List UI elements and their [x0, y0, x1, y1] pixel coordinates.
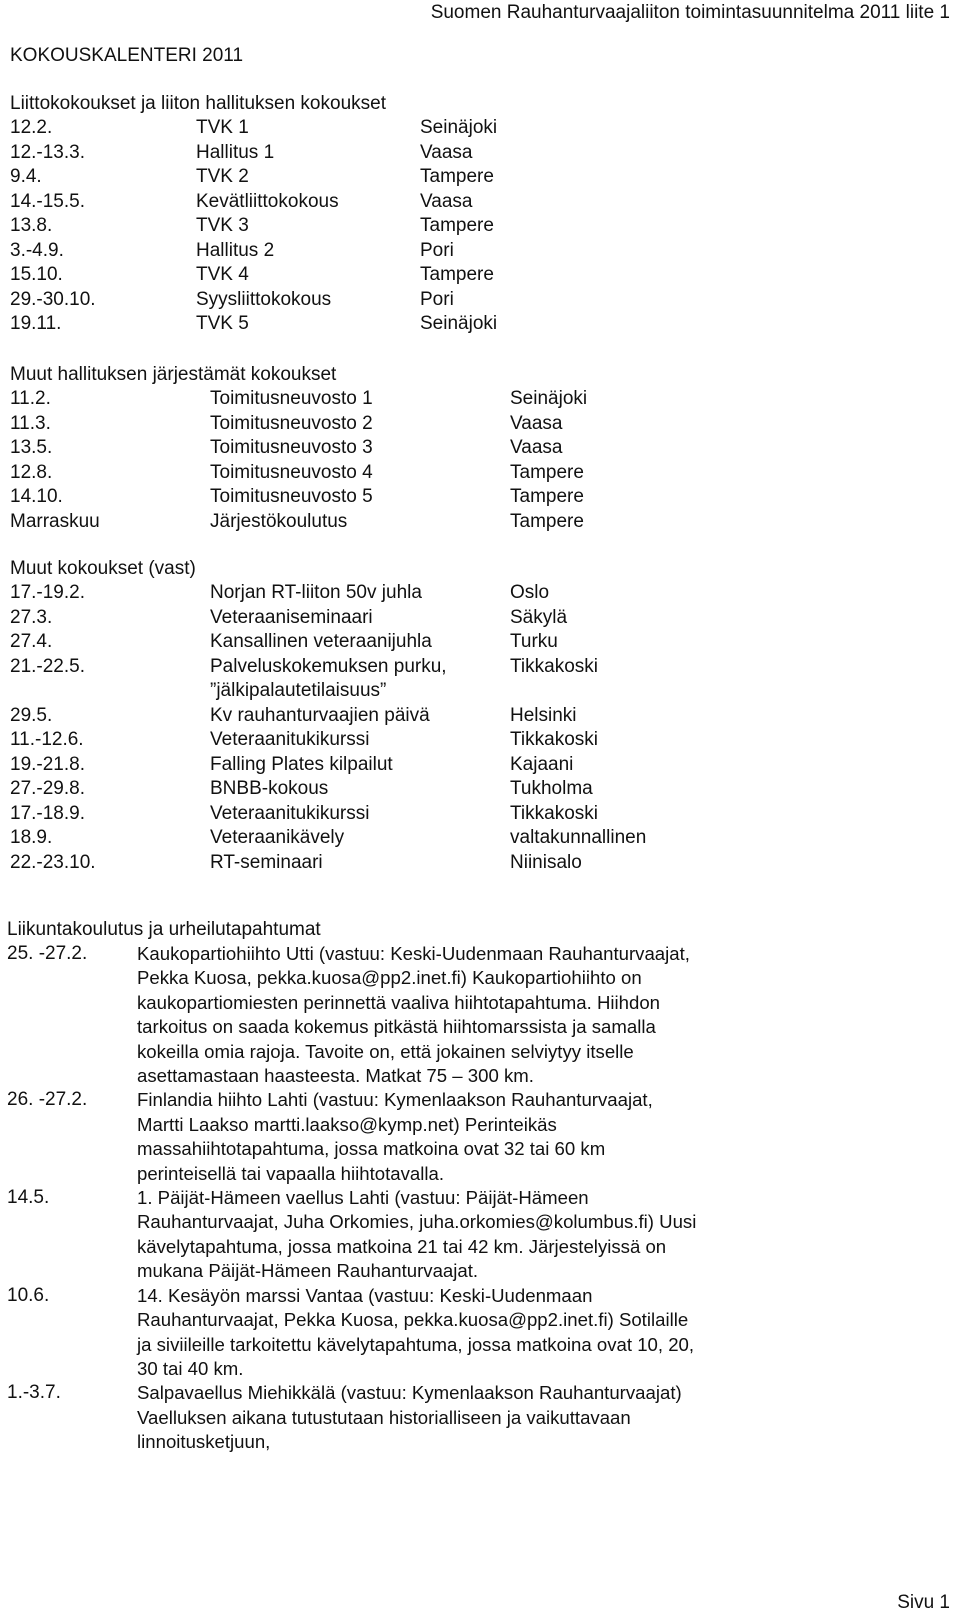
row-event: Hallitus 1 [196, 141, 275, 163]
section-sports-events [7, 918, 697, 1455]
row-place: Oslo [510, 582, 550, 603]
row-date: 29.-30.10. [10, 288, 96, 310]
table-row [10, 288, 454, 313]
table-row [10, 312, 498, 337]
event-date: 25. -27.2. [7, 943, 88, 964]
event-description: Kaukopartiohiihto Utti (vastuu: Keski-Uudenmaan Rauhanturvaajat, Pekka Kuosa, pekka.kuosa@pp2.inet.fi) Kaukopartiohiihto on kaukopartiomiesten perinnettä vaaliva hiihtotapahtuma. Hiihdon tarkoitus on saada kokemus pitkästä hiihtomarssista ja samalla kokeilla omia rajoja. Tavoite on, että jokainen selviytyy itselle asettamastaan haasteesta. Matkat 75 – 300 km. [137, 943, 690, 1087]
event-description: 14. Kesäyön marssi Vantaa (vastuu: Keski-Uudenmaan Rauhanturvaajat, Pekka Kuosa, pekka.kuosa@pp2.inet.fi) Sotilaille ja siviileille tarkoitettu kävelytapahtuma, jossa matkoina ovat 10, 20, 30 tai 40 km. [137, 1284, 695, 1379]
row-place: Pori [420, 288, 454, 310]
row-date: 13.8. [10, 215, 53, 236]
section-board-meetings [10, 363, 588, 534]
row-date: 27.4. [10, 631, 53, 652]
table-row [10, 165, 494, 190]
row-date: 11.-12.6. [10, 729, 84, 750]
row-place: Tikkakoski [510, 655, 598, 677]
table-row [10, 581, 550, 606]
table-row [10, 141, 473, 166]
row-event: TVK 5 [196, 313, 249, 334]
row-event: Veteraanikävely [210, 827, 345, 848]
row-event: Veteraaniseminaari [210, 606, 373, 628]
row-place: Tikkakoski [510, 802, 598, 824]
row-date: 14.-15.5. [10, 190, 85, 212]
row-event: Toimitusneuvosto 5 [210, 486, 373, 507]
section-title: Liittokokoukset ja liiton hallituksen kokoukset [10, 93, 386, 114]
row-event: Kevätliittokokous [196, 190, 339, 212]
table-row [10, 851, 582, 876]
row-date: 15.10. [10, 264, 63, 285]
row-event: Kansallinen veteraanijuhla [210, 631, 432, 652]
row-event: Toimitusneuvosto 3 [210, 437, 373, 458]
row-event: Veteraanitukikurssi [210, 802, 370, 824]
table-row [10, 214, 494, 239]
event-description: 1. Päijät-Hämeen vaellus Lahti (vastuu: Päijät-Hämeen Rauhanturvaajat, Juha Orkomies, juha.orkomies@kolumbus.fi) Uusi kävelytapahtuma, jossa matkoina 21 tai 42 km. Järjestelyissä on mukana Päijät-Hämeen Rauhanturvaajat. [137, 1187, 697, 1282]
row-date: 14.10. [10, 486, 63, 507]
row-event: TVK 3 [196, 215, 249, 236]
section-title: Muut kokoukset (vast) [10, 558, 196, 579]
section-title: Liikuntakoulutus ja urheilutapahtumat [7, 919, 321, 940]
event-date: 26. -27.2. [7, 1089, 88, 1111]
row-place: Pori [420, 239, 454, 261]
row-date: 29.5. [10, 704, 53, 726]
section-title: Muut hallituksen järjestämät kokoukset [10, 364, 337, 385]
section-meetings [10, 92, 498, 337]
page-header: Suomen Rauhanturvaajaliiton toimintasuunnitelma 2011 liite 1 [430, 2, 950, 23]
event-description: Salpavaellus Miehikkälä (vastuu: Kymenlaakson Rauhanturvaajat) Vaelluksen aikana tutustutaan historialliseen ja vaikuttavaan linnoitusketjuun, [137, 1382, 682, 1453]
table-row [10, 412, 563, 437]
row-date: 11.2. [10, 388, 51, 409]
event-date: 10.6. [7, 1284, 50, 1306]
row-place: Turku [510, 631, 558, 652]
row-place: Vaasa [510, 437, 563, 458]
row-event: Veteraanitukikurssi [210, 729, 370, 750]
row-date: 17.-19.2. [10, 582, 85, 603]
row-event: Hallitus 2 [196, 239, 275, 261]
row-event: TVK 2 [196, 166, 249, 187]
table-row [10, 461, 584, 486]
table-row [10, 802, 598, 827]
row-date: 19.11. [10, 313, 62, 334]
row-event: Norjan RT-liiton 50v juhla [210, 582, 422, 603]
table-row [10, 510, 584, 535]
row-event: TVK 1 [196, 117, 249, 138]
row-place: Tampere [510, 461, 584, 483]
table-row [10, 826, 647, 851]
table-row [10, 777, 593, 802]
list-item [7, 1284, 697, 1382]
row-date: 12.-13.3. [10, 141, 85, 163]
table-row [10, 606, 568, 631]
row-place: Vaasa [420, 141, 473, 163]
table-row [10, 655, 598, 704]
document-title: KOKOUSKALENTERI 2011 [10, 45, 244, 66]
row-place: Vaasa [510, 412, 563, 434]
row-date: 17.-18.9. [10, 802, 85, 824]
row-date: 22.-23.10. [10, 851, 96, 873]
row-place: Tampere [420, 264, 494, 285]
list-item [7, 1186, 697, 1284]
row-place: Tampere [510, 486, 584, 507]
row-event: Toimitusneuvosto 4 [210, 461, 373, 483]
row-place: Tampere [510, 510, 584, 532]
table-row [10, 436, 563, 461]
row-place: valtakunnallinen [510, 827, 647, 848]
table-row [10, 728, 598, 753]
event-description: Finlandia hiihto Lahti (vastuu: Kymenlaakson Rauhanturvaajat, Martti Laakso martti.laakso@kymp.net) Perinteikäs massahiihtotapahtuma, jossa matkoina ovat 32 tai 60 km perinteisellä tai vapaalla hiihtotavalla. [137, 1089, 653, 1184]
row-date: 9.4. [10, 166, 42, 187]
row-place: Tikkakoski [510, 729, 598, 750]
row-place: Tampere [420, 166, 494, 187]
row-event: TVK 4 [196, 264, 249, 285]
row-date: 11.3. [10, 412, 51, 434]
event-date: 1.-3.7. [7, 1382, 61, 1404]
row-place: Vaasa [420, 190, 473, 212]
row-place: Säkylä [510, 606, 568, 628]
list-item [7, 1088, 697, 1186]
row-date: 12.8. [10, 461, 53, 483]
row-place: Kajaani [510, 753, 574, 775]
row-event: Toimitusneuvosto 1 [210, 388, 373, 409]
row-event: BNBB-kokous [210, 778, 329, 799]
table-row [10, 485, 584, 510]
row-place: Seinäjoki [420, 313, 498, 334]
row-place: Niinisalo [510, 851, 582, 873]
table-row [10, 753, 574, 778]
list-item [7, 1381, 697, 1454]
row-place: Seinäjoki [510, 388, 588, 409]
row-date: 18.9. [10, 827, 53, 848]
row-date: 19.-21.8. [10, 753, 85, 775]
table-row [10, 190, 473, 215]
row-event: Toimitusneuvosto 2 [210, 412, 373, 434]
table-row [10, 704, 577, 729]
row-date: 12.2. [10, 117, 53, 138]
row-date: 13.5. [10, 437, 53, 458]
row-date: 21.-22.5. [10, 655, 85, 677]
list-item [7, 942, 697, 1088]
row-event: Järjestökoulutus [210, 510, 348, 532]
table-row [10, 263, 494, 288]
section-other-meetings [10, 557, 647, 875]
event-date: 14.5. [7, 1187, 50, 1209]
row-date: 27.-29.8. [10, 778, 85, 799]
row-event: RT-seminaari [210, 851, 323, 873]
row-place: Tampere [420, 215, 494, 236]
table-row [10, 239, 454, 264]
row-date: 3.-4.9. [10, 239, 64, 261]
table-row [10, 630, 558, 655]
row-event: Kv rauhanturvaajien päivä [210, 704, 430, 726]
row-event: Falling Plates kilpailut [210, 753, 393, 775]
row-date: 27.3. [10, 606, 53, 628]
page-number: Sivu 1 [897, 1592, 950, 1613]
table-row [10, 116, 498, 141]
row-place: Tukholma [510, 778, 593, 799]
row-place: Seinäjoki [420, 117, 498, 138]
row-event: Palveluskokemuksen purku, ”jälkipalautetilaisuus” [210, 655, 447, 701]
row-date: Marraskuu [10, 510, 100, 532]
row-place: Helsinki [510, 704, 577, 726]
table-row [10, 387, 588, 412]
row-event: Syysliittokokous [196, 288, 332, 310]
